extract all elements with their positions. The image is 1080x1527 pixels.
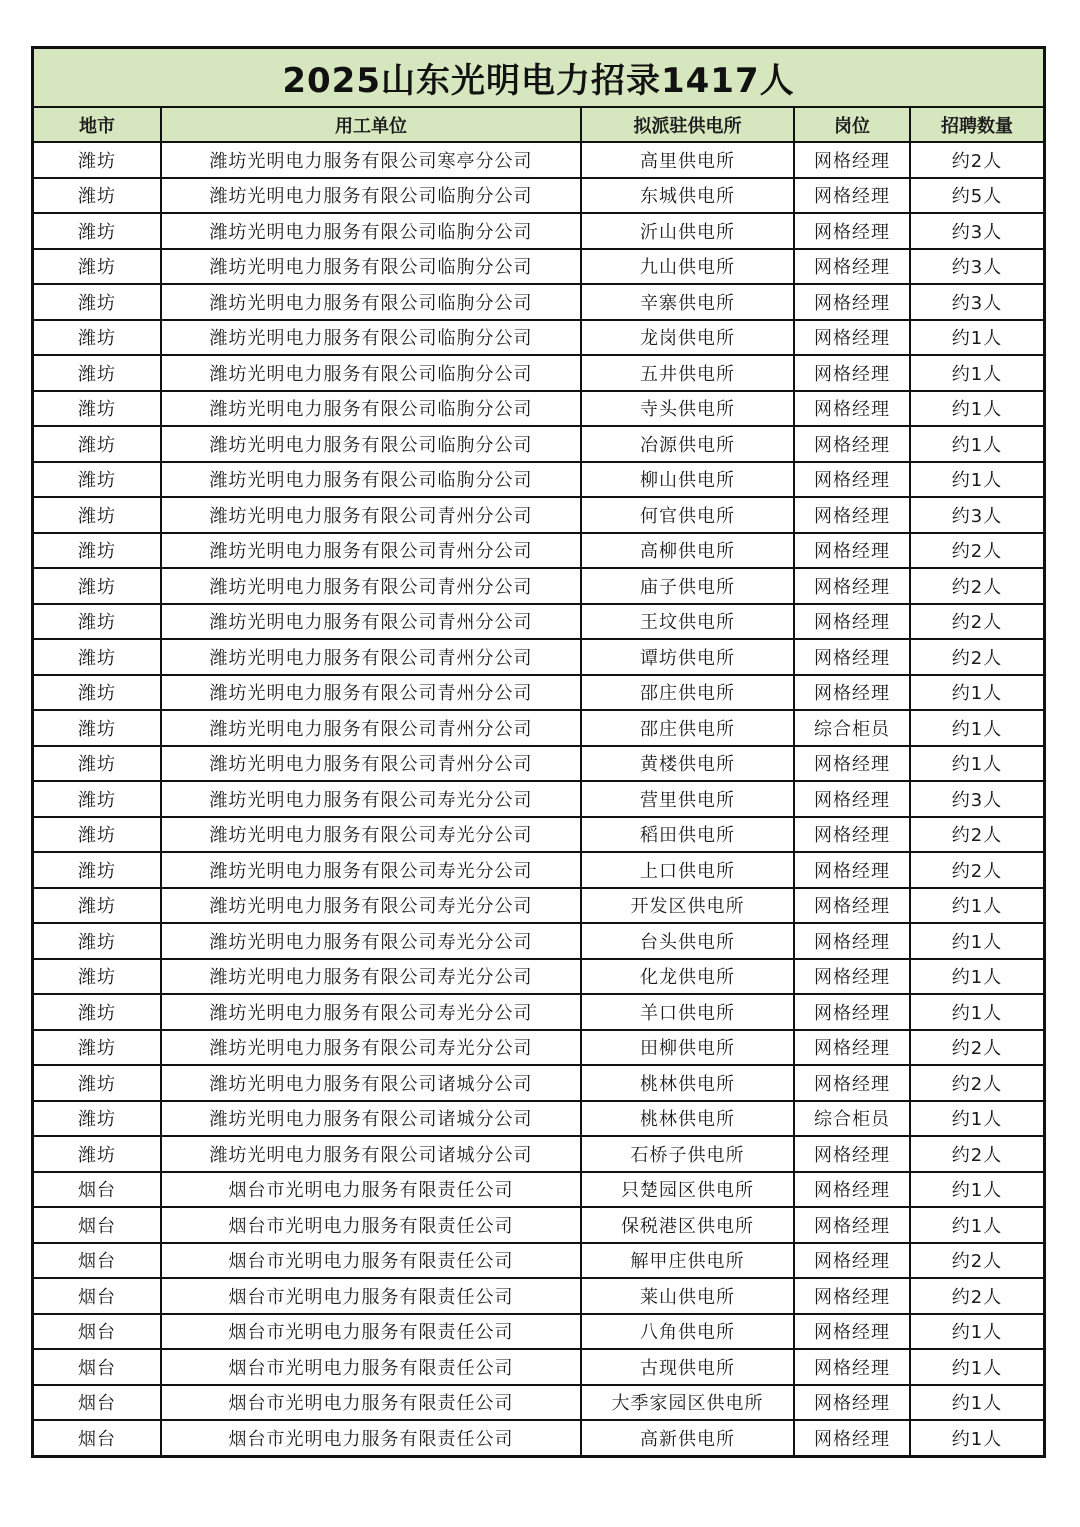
cell-count: 约2人 <box>910 1136 1043 1172</box>
cell-employer: 潍坊光明电力服务有限公司青州分公司 <box>161 497 581 533</box>
cell-employer: 潍坊光明电力服务有限公司青州分公司 <box>161 533 581 569</box>
cell-employer: 潍坊光明电力服务有限公司临朐分公司 <box>161 213 581 249</box>
cell-employer: 潍坊光明电力服务有限公司青州分公司 <box>161 675 581 711</box>
cell-count: 约1人 <box>910 746 1043 782</box>
cell-position: 综合柜员 <box>794 710 910 746</box>
cell-position: 网格经理 <box>794 1243 910 1279</box>
cell-employer: 潍坊光明电力服务有限公司寿光分公司 <box>161 888 581 924</box>
cell-employer: 潍坊光明电力服务有限公司青州分公司 <box>161 568 581 604</box>
table-row <box>34 639 1043 675</box>
cell-city: 潍坊 <box>34 142 161 178</box>
cell-station: 五井供电所 <box>581 355 794 391</box>
table-row <box>34 923 1043 959</box>
cell-station: 大季家园区供电所 <box>581 1385 794 1421</box>
cell-station: 桃林供电所 <box>581 1101 794 1137</box>
cell-count: 约1人 <box>910 923 1043 959</box>
cell-station: 辛寨供电所 <box>581 284 794 320</box>
cell-count: 约1人 <box>910 994 1043 1030</box>
cell-city: 烟台 <box>34 1278 161 1314</box>
cell-position: 网格经理 <box>794 781 910 817</box>
cell-position: 综合柜员 <box>794 1101 910 1137</box>
cell-count: 约1人 <box>910 391 1043 427</box>
cell-station: 桃林供电所 <box>581 1065 794 1101</box>
cell-station: 九山供电所 <box>581 249 794 285</box>
cell-position: 网格经理 <box>794 533 910 569</box>
cell-employer: 潍坊光明电力服务有限公司诸城分公司 <box>161 1136 581 1172</box>
cell-employer: 烟台市光明电力服务有限责任公司 <box>161 1172 581 1208</box>
cell-count: 约1人 <box>910 1207 1043 1243</box>
table-row <box>34 710 1043 746</box>
cell-employer: 烟台市光明电力服务有限责任公司 <box>161 1207 581 1243</box>
cell-position: 网格经理 <box>794 320 910 356</box>
table-row <box>34 1420 1043 1455</box>
cell-city: 潍坊 <box>34 213 161 249</box>
cell-position: 网格经理 <box>794 1349 910 1385</box>
cell-count: 约1人 <box>910 426 1043 462</box>
cell-position: 网格经理 <box>794 426 910 462</box>
cell-employer: 烟台市光明电力服务有限责任公司 <box>161 1349 581 1385</box>
cell-position: 网格经理 <box>794 1385 910 1421</box>
cell-employer: 潍坊光明电力服务有限公司寿光分公司 <box>161 994 581 1030</box>
cell-employer: 烟台市光明电力服务有限责任公司 <box>161 1243 581 1279</box>
cell-position: 网格经理 <box>794 142 910 178</box>
cell-city: 潍坊 <box>34 852 161 888</box>
table-row <box>34 178 1043 214</box>
table-row <box>34 497 1043 533</box>
cell-count: 约1人 <box>910 320 1043 356</box>
cell-station: 保税港区供电所 <box>581 1207 794 1243</box>
cell-count: 约2人 <box>910 568 1043 604</box>
cell-position: 网格经理 <box>794 568 910 604</box>
cell-station: 柳山供电所 <box>581 462 794 498</box>
cell-station: 台头供电所 <box>581 923 794 959</box>
cell-city: 潍坊 <box>34 320 161 356</box>
cell-position: 网格经理 <box>794 1136 910 1172</box>
table-row <box>34 142 1043 178</box>
cell-employer: 潍坊光明电力服务有限公司寒亭分公司 <box>161 142 581 178</box>
table-row <box>34 533 1043 569</box>
cell-count: 约1人 <box>910 1385 1043 1421</box>
cell-station: 邵庄供电所 <box>581 710 794 746</box>
table-row <box>34 249 1043 285</box>
cell-city: 潍坊 <box>34 1136 161 1172</box>
cell-station: 高里供电所 <box>581 142 794 178</box>
cell-station: 莱山供电所 <box>581 1278 794 1314</box>
cell-city: 潍坊 <box>34 639 161 675</box>
cell-city: 烟台 <box>34 1243 161 1279</box>
cell-station: 八角供电所 <box>581 1314 794 1350</box>
cell-employer: 烟台市光明电力服务有限责任公司 <box>161 1278 581 1314</box>
cell-city: 烟台 <box>34 1420 161 1455</box>
cell-station: 黄楼供电所 <box>581 746 794 782</box>
header-city: 地市 <box>34 108 161 142</box>
cell-count: 约1人 <box>910 1349 1043 1385</box>
cell-station: 高柳供电所 <box>581 533 794 569</box>
cell-city: 潍坊 <box>34 355 161 391</box>
cell-station: 营里供电所 <box>581 781 794 817</box>
cell-employer: 潍坊光明电力服务有限公司临朐分公司 <box>161 462 581 498</box>
cell-position: 网格经理 <box>794 994 910 1030</box>
cell-station: 冶源供电所 <box>581 426 794 462</box>
table-row <box>34 1385 1043 1421</box>
cell-count: 约1人 <box>910 462 1043 498</box>
cell-count: 约1人 <box>910 675 1043 711</box>
cell-city: 潍坊 <box>34 923 161 959</box>
cell-position: 网格经理 <box>794 1065 910 1101</box>
cell-count: 约2人 <box>910 533 1043 569</box>
cell-city: 潍坊 <box>34 675 161 711</box>
cell-station: 上口供电所 <box>581 852 794 888</box>
cell-station: 开发区供电所 <box>581 888 794 924</box>
cell-city: 潍坊 <box>34 391 161 427</box>
cell-count: 约1人 <box>910 888 1043 924</box>
cell-station: 沂山供电所 <box>581 213 794 249</box>
cell-position: 网格经理 <box>794 675 910 711</box>
cell-position: 网格经理 <box>794 604 910 640</box>
table-row <box>34 817 1043 853</box>
cell-employer: 潍坊光明电力服务有限公司寿光分公司 <box>161 959 581 995</box>
table-row <box>34 462 1043 498</box>
cell-count: 约1人 <box>910 710 1043 746</box>
cell-count: 约2人 <box>910 817 1043 853</box>
cell-employer: 潍坊光明电力服务有限公司临朐分公司 <box>161 178 581 214</box>
page-title: 2025山东光明电力招录1417人 <box>34 49 1043 108</box>
table-row <box>34 320 1043 356</box>
cell-employer: 潍坊光明电力服务有限公司青州分公司 <box>161 604 581 640</box>
table-row <box>34 391 1043 427</box>
cell-station: 谭坊供电所 <box>581 639 794 675</box>
table-row <box>34 284 1043 320</box>
table-row <box>34 959 1043 995</box>
cell-employer: 潍坊光明电力服务有限公司青州分公司 <box>161 710 581 746</box>
cell-position: 网格经理 <box>794 1278 910 1314</box>
table-row <box>34 781 1043 817</box>
cell-city: 烟台 <box>34 1314 161 1350</box>
cell-position: 网格经理 <box>794 888 910 924</box>
cell-employer: 潍坊光明电力服务有限公司临朐分公司 <box>161 355 581 391</box>
cell-city: 潍坊 <box>34 178 161 214</box>
cell-count: 约1人 <box>910 959 1043 995</box>
cell-city: 潍坊 <box>34 1101 161 1137</box>
cell-station: 解甲庄供电所 <box>581 1243 794 1279</box>
table-row <box>34 994 1043 1030</box>
cell-city: 潍坊 <box>34 249 161 285</box>
cell-position: 网格经理 <box>794 178 910 214</box>
table-row <box>34 675 1043 711</box>
cell-count: 约3人 <box>910 284 1043 320</box>
header-employer: 用工单位 <box>161 108 581 142</box>
cell-employer: 烟台市光明电力服务有限责任公司 <box>161 1385 581 1421</box>
cell-position: 网格经理 <box>794 355 910 391</box>
cell-city: 潍坊 <box>34 284 161 320</box>
cell-city: 潍坊 <box>34 426 161 462</box>
cell-position: 网格经理 <box>794 249 910 285</box>
cell-employer: 潍坊光明电力服务有限公司寿光分公司 <box>161 1030 581 1066</box>
recruitment-table <box>34 108 1043 1455</box>
table-row <box>34 1030 1043 1066</box>
cell-station: 庙子供电所 <box>581 568 794 604</box>
recruitment-sheet <box>31 46 1046 1458</box>
cell-station: 田柳供电所 <box>581 1030 794 1066</box>
cell-city: 潍坊 <box>34 781 161 817</box>
cell-position: 网格经理 <box>794 1207 910 1243</box>
cell-employer: 潍坊光明电力服务有限公司诸城分公司 <box>161 1065 581 1101</box>
cell-station: 高新供电所 <box>581 1420 794 1455</box>
cell-position: 网格经理 <box>794 1030 910 1066</box>
table-row <box>34 1349 1043 1385</box>
cell-count: 约2人 <box>910 1030 1043 1066</box>
header-count: 招聘数量 <box>910 108 1043 142</box>
cell-count: 约1人 <box>910 1172 1043 1208</box>
cell-city: 潍坊 <box>34 462 161 498</box>
cell-position: 网格经理 <box>794 852 910 888</box>
cell-station: 化龙供电所 <box>581 959 794 995</box>
cell-position: 网格经理 <box>794 462 910 498</box>
cell-employer: 潍坊光明电力服务有限公司临朐分公司 <box>161 284 581 320</box>
cell-employer: 潍坊光明电力服务有限公司青州分公司 <box>161 746 581 782</box>
cell-employer: 烟台市光明电力服务有限责任公司 <box>161 1314 581 1350</box>
cell-position: 网格经理 <box>794 213 910 249</box>
table-row <box>34 213 1043 249</box>
cell-position: 网格经理 <box>794 746 910 782</box>
cell-count: 约1人 <box>910 1314 1043 1350</box>
cell-city: 潍坊 <box>34 604 161 640</box>
cell-count: 约3人 <box>910 249 1043 285</box>
cell-employer: 烟台市光明电力服务有限责任公司 <box>161 1420 581 1455</box>
cell-city: 烟台 <box>34 1207 161 1243</box>
cell-employer: 潍坊光明电力服务有限公司临朐分公司 <box>161 249 581 285</box>
cell-station: 稻田供电所 <box>581 817 794 853</box>
cell-city: 潍坊 <box>34 994 161 1030</box>
cell-position: 网格经理 <box>794 391 910 427</box>
cell-count: 约2人 <box>910 1278 1043 1314</box>
cell-count: 约1人 <box>910 355 1043 391</box>
cell-count: 约2人 <box>910 1243 1043 1279</box>
header-station: 拟派驻供电所 <box>581 108 794 142</box>
cell-employer: 潍坊光明电力服务有限公司临朐分公司 <box>161 391 581 427</box>
cell-count: 约1人 <box>910 1420 1043 1455</box>
cell-city: 潍坊 <box>34 568 161 604</box>
table-row <box>34 1243 1043 1279</box>
cell-employer: 潍坊光明电力服务有限公司寿光分公司 <box>161 852 581 888</box>
cell-position: 网格经理 <box>794 284 910 320</box>
cell-employer: 潍坊光明电力服务有限公司青州分公司 <box>161 639 581 675</box>
table-row <box>34 746 1043 782</box>
cell-city: 烟台 <box>34 1385 161 1421</box>
cell-city: 潍坊 <box>34 746 161 782</box>
cell-count: 约2人 <box>910 852 1043 888</box>
cell-station: 何官供电所 <box>581 497 794 533</box>
cell-station: 石桥子供电所 <box>581 1136 794 1172</box>
cell-city: 潍坊 <box>34 710 161 746</box>
cell-city: 烟台 <box>34 1172 161 1208</box>
cell-employer: 潍坊光明电力服务有限公司寿光分公司 <box>161 817 581 853</box>
cell-city: 潍坊 <box>34 497 161 533</box>
cell-city: 潍坊 <box>34 1065 161 1101</box>
cell-city: 潍坊 <box>34 817 161 853</box>
table-row <box>34 1278 1043 1314</box>
cell-count: 约1人 <box>910 1101 1043 1137</box>
table-row <box>34 604 1043 640</box>
cell-employer: 潍坊光明电力服务有限公司寿光分公司 <box>161 781 581 817</box>
table-row <box>34 1101 1043 1137</box>
cell-count: 约2人 <box>910 604 1043 640</box>
table-row <box>34 355 1043 391</box>
cell-position: 网格经理 <box>794 1172 910 1208</box>
cell-employer: 潍坊光明电力服务有限公司临朐分公司 <box>161 320 581 356</box>
cell-station: 邵庄供电所 <box>581 675 794 711</box>
table-row <box>34 1065 1043 1101</box>
cell-station: 龙岗供电所 <box>581 320 794 356</box>
cell-count: 约2人 <box>910 1065 1043 1101</box>
cell-city: 潍坊 <box>34 888 161 924</box>
cell-city: 潍坊 <box>34 533 161 569</box>
cell-station: 只楚园区供电所 <box>581 1172 794 1208</box>
cell-station: 王坟供电所 <box>581 604 794 640</box>
cell-station: 羊口供电所 <box>581 994 794 1030</box>
cell-position: 网格经理 <box>794 497 910 533</box>
table-row <box>34 1136 1043 1172</box>
table-row <box>34 888 1043 924</box>
cell-position: 网格经理 <box>794 923 910 959</box>
cell-station: 东城供电所 <box>581 178 794 214</box>
cell-position: 网格经理 <box>794 817 910 853</box>
cell-station: 古现供电所 <box>581 1349 794 1385</box>
table-row <box>34 1314 1043 1350</box>
table-row <box>34 568 1043 604</box>
table-row <box>34 852 1043 888</box>
cell-count: 约2人 <box>910 142 1043 178</box>
cell-employer: 潍坊光明电力服务有限公司诸城分公司 <box>161 1101 581 1137</box>
cell-count: 约5人 <box>910 178 1043 214</box>
table-row <box>34 1207 1043 1243</box>
cell-city: 潍坊 <box>34 959 161 995</box>
cell-employer: 潍坊光明电力服务有限公司寿光分公司 <box>161 923 581 959</box>
header-position: 岗位 <box>794 108 910 142</box>
cell-count: 约3人 <box>910 781 1043 817</box>
cell-count: 约3人 <box>910 213 1043 249</box>
cell-employer: 潍坊光明电力服务有限公司临朐分公司 <box>161 426 581 462</box>
table-row <box>34 1172 1043 1208</box>
cell-city: 烟台 <box>34 1349 161 1385</box>
cell-position: 网格经理 <box>794 639 910 675</box>
cell-count: 约3人 <box>910 497 1043 533</box>
table-body <box>34 142 1043 1455</box>
cell-count: 约2人 <box>910 639 1043 675</box>
cell-position: 网格经理 <box>794 1420 910 1455</box>
cell-station: 寺头供电所 <box>581 391 794 427</box>
header-row <box>34 108 1043 142</box>
cell-position: 网格经理 <box>794 959 910 995</box>
cell-city: 潍坊 <box>34 1030 161 1066</box>
cell-position: 网格经理 <box>794 1314 910 1350</box>
table-row <box>34 426 1043 462</box>
